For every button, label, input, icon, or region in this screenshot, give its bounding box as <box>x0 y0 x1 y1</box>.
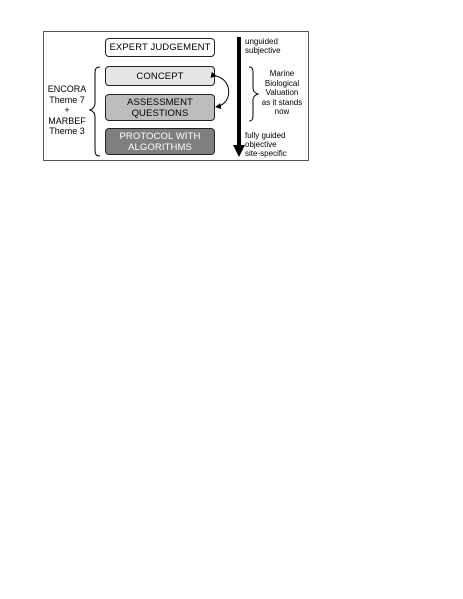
right-group-line1: Marine <box>269 69 295 78</box>
left-group-line2: Theme 7 <box>49 94 85 105</box>
expert-judgement-label: EXPERT JUDGEMENT <box>109 42 211 53</box>
left-brace-icon <box>90 67 100 156</box>
left-group-line1: ENCORA <box>47 84 87 94</box>
bidirectional-arrow-icon <box>216 76 229 107</box>
left-group-line5: Theme 3 <box>49 126 85 136</box>
protocol-label-line2: ALGORITHMS <box>128 141 192 153</box>
right-group-line5: now <box>274 107 290 116</box>
right-group-line4: as it stands <box>261 97 303 107</box>
right-group-line3: Valuation <box>265 88 299 97</box>
left-group-line3: + <box>64 105 70 115</box>
axis-bottom-line2: objective <box>245 140 277 149</box>
axis-top-line2: subjective <box>245 46 281 55</box>
assessment-label-line2: QUESTIONS <box>131 107 189 119</box>
axis-bottom-line1: fully guided <box>245 131 286 140</box>
right-brace-icon <box>249 67 258 121</box>
protocol-label-line1: PROTOCOL WITH <box>119 130 201 142</box>
concept-label: CONCEPT <box>136 70 184 82</box>
axis-bottom-line3: site-specific <box>245 149 287 158</box>
left-group-line4: MARBEF <box>48 115 86 126</box>
right-group-line2: Biological <box>264 78 300 88</box>
vertical-arrow-head-icon <box>233 145 245 157</box>
assessment-label-line1: ASSESSMENT <box>127 96 193 108</box>
axis-top-line1: unguided <box>245 37 278 46</box>
